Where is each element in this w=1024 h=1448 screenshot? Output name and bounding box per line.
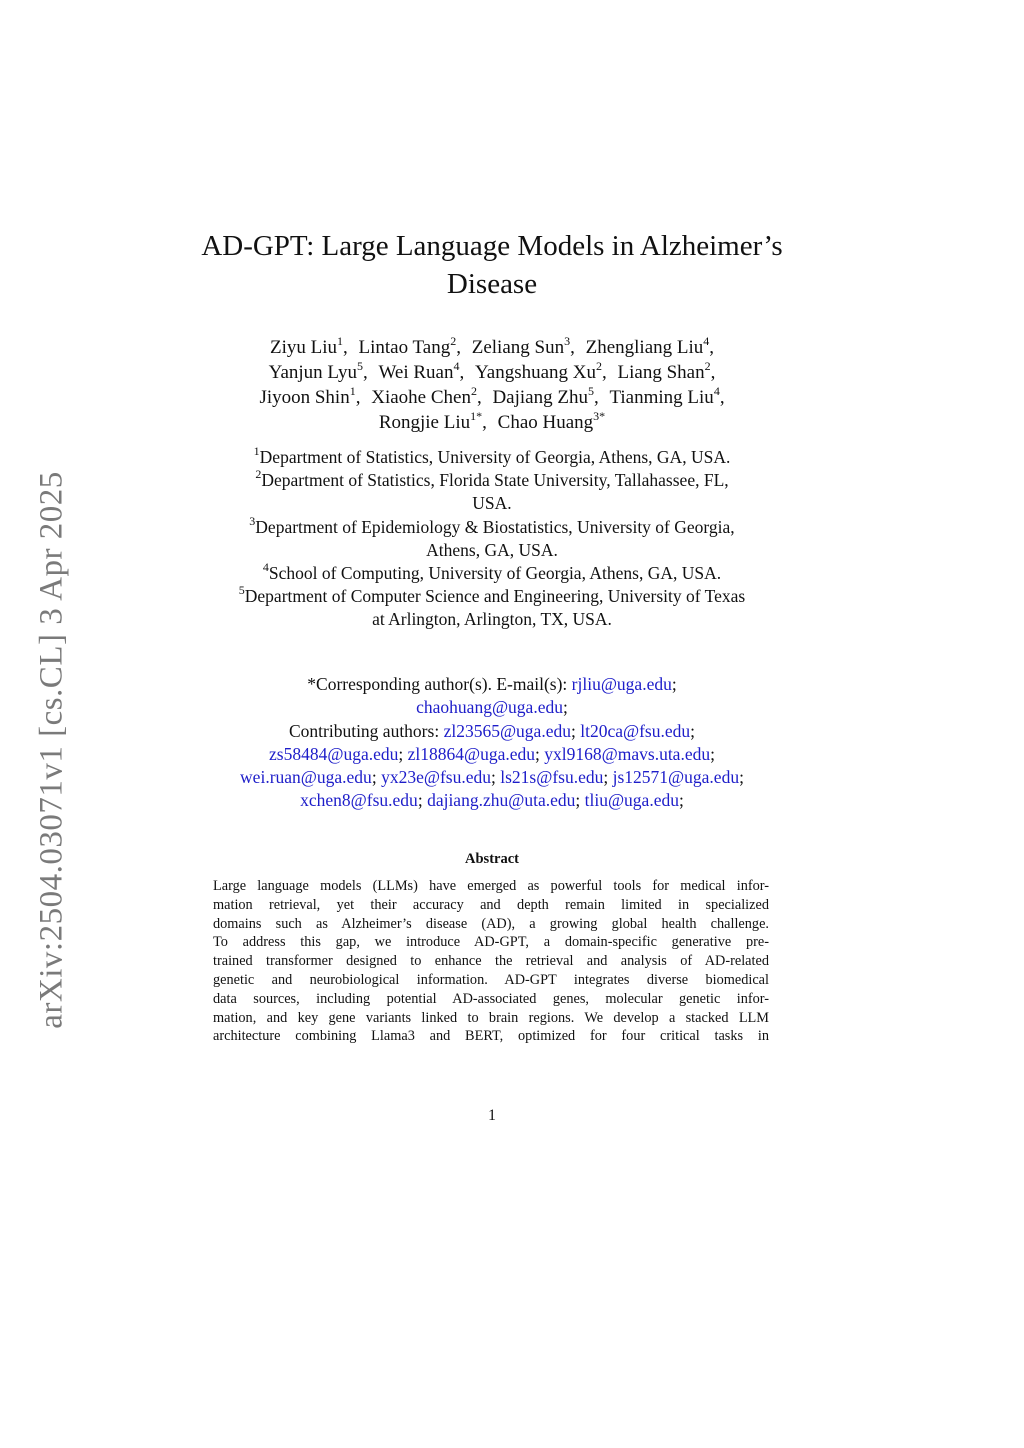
email-link[interactable]: js12571@uga.edu: [612, 767, 740, 788]
author: Liang Shan$^2$,: [617, 358, 716, 383]
email-link[interactable]: rjliu@uga.edu: [571, 674, 672, 694]
contact-block: [180, 673, 804, 813]
email-link[interactable]: chaohuang@uga.edu: [416, 697, 563, 718]
abstract-text: [213, 877, 769, 1046]
author-line-2: [180, 360, 804, 385]
author-line-1: [180, 335, 804, 360]
arxiv-identifier: arXiv:2504.03071v1 [cs.CL] 3 Apr 2025: [33, 471, 70, 1029]
email-link[interactable]: yxl9168@mavs.uta.edu: [544, 743, 711, 764]
corresponding-line-1: *Corresponding author(s). E-mail(s): rjliu@uga.edu;: [307, 674, 677, 694]
abstract-heading: Abstract: [465, 851, 519, 867]
email-link[interactable]: ls21s@fsu.edu: [500, 767, 604, 788]
paper-title: [180, 227, 804, 303]
author: Rongjie Liu$^{1*}$,: [378, 408, 487, 433]
contributing-line-1: Contributing authors: zl23565@uga.edu; lt20ca@fsu.edu;: [288, 720, 695, 741]
title-line-2: Disease: [446, 268, 538, 300]
contributing-line-4: xchen8@fsu.edu; dajiang.zhu@uta.edu; tliu@uga.edu;: [300, 790, 684, 811]
affiliation-5-cont: at Arlington, Arlington, TX, USA.: [372, 609, 612, 630]
affiliation-2: $^2$Department of Statistics, Florida State University, Tallahassee, FL,: [255, 467, 729, 491]
contributing-line-3: wei.ruan@uga.edu; yx23e@fsu.edu; ls21s@fsu.edu; js12571@uga.edu;: [240, 767, 744, 788]
author: Ziyu Liu$^1$,: [269, 333, 348, 358]
affiliation-2-cont: USA.: [472, 493, 512, 514]
affiliation-list: [180, 446, 804, 632]
email-link[interactable]: tliu@uga.edu: [584, 790, 679, 811]
affiliation-5: $^5$Department of Computer Science and Engineering, University of Texas: [238, 583, 746, 607]
page-number: 1: [488, 1107, 496, 1124]
abstract-line: data sources, including potential AD-associated genes, molecular genetic infor-: [213, 990, 769, 1007]
abstract-line: To address this gap, we introduce AD-GPT, a domain-specific generative pre-: [213, 934, 769, 951]
author: Tianming Liu$^4$,: [609, 383, 725, 408]
email-link[interactable]: dajiang.zhu@uta.edu: [427, 790, 576, 811]
email-link[interactable]: zs58484@uga.edu: [269, 743, 399, 764]
corresponding-line-2: chaohuang@uga.edu;: [416, 697, 568, 718]
affiliation-4: $^4$School of Computing, University of Georgia, Athens, GA, USA.: [262, 560, 722, 584]
author: Yangshuang Xu$^2$,: [474, 358, 607, 383]
author-list: [180, 335, 804, 435]
abstract-line: Large language models (LLMs) have emerged as powerful tools for medical infor-: [213, 878, 769, 894]
title-line-1: AD-GPT: Large Language Models in Alzheimer’s: [201, 230, 783, 262]
author-line-4: [180, 410, 804, 435]
author-line-3: [180, 385, 804, 410]
abstract-line: genetic and neurobiological information. AD-GPT integrates diverse biomedical: [213, 971, 769, 988]
contributing-line-2: zs58484@uga.edu; zl18864@uga.edu; yxl9168@mavs.uta.edu;: [269, 743, 715, 764]
author: Lintao Tang$^2$,: [358, 333, 461, 358]
author: Chao Huang$^{3*}$: [497, 408, 606, 433]
abstract-line: architecture combining Llama3 and BERT, optimized for four critical tasks in: [213, 1028, 769, 1045]
corresponding-label: *Corresponding author(s). E-mail(s):: [307, 674, 572, 694]
affiliation-3: $^3$Department of Epidemiology & Biostatistics, University of Georgia,: [249, 513, 735, 537]
author: Zhengliang Liu$^4$,: [585, 333, 715, 358]
author: Dajiang Zhu$^5$,: [492, 383, 599, 408]
email-link[interactable]: yx23e@fsu.edu: [381, 767, 491, 788]
abstract-line: trained transformer designed to enhance the retrieval and analysis of AD-related: [213, 953, 769, 970]
author: Xiaohe Chen$^2$,: [371, 383, 482, 408]
affiliation-3-cont: Athens, GA, USA.: [426, 539, 558, 560]
abstract-line: domains such as Alzheimer’s disease (AD), a growing global health challenge.: [213, 915, 769, 932]
author: Wei Ruan$^4$,: [378, 358, 465, 383]
email-link[interactable]: lt20ca@fsu.edu: [580, 720, 691, 741]
contributing-label: Contributing authors:: [288, 720, 444, 741]
author: Jiyoon Shin$^1$,: [259, 383, 361, 408]
email-link[interactable]: wei.ruan@uga.edu: [240, 767, 372, 788]
affiliation-1: $^1$Department of Statistics, University of Georgia, Athens, GA, USA.: [253, 444, 731, 467]
author: Zeliang Sun$^3$,: [471, 333, 575, 358]
email-link[interactable]: zl18864@uga.edu: [407, 743, 536, 764]
email-link[interactable]: zl23565@uga.edu: [443, 720, 571, 741]
author: Yanjun Lyu$^5$,: [268, 358, 368, 383]
abstract-line: mation retrieval, yet their accuracy and depth remain limited in specialized: [213, 896, 769, 913]
abstract-line: mation, and key gene variants linked to brain regions. We develop a stacked LLM: [213, 1009, 769, 1026]
email-link[interactable]: xchen8@fsu.edu: [300, 790, 418, 811]
